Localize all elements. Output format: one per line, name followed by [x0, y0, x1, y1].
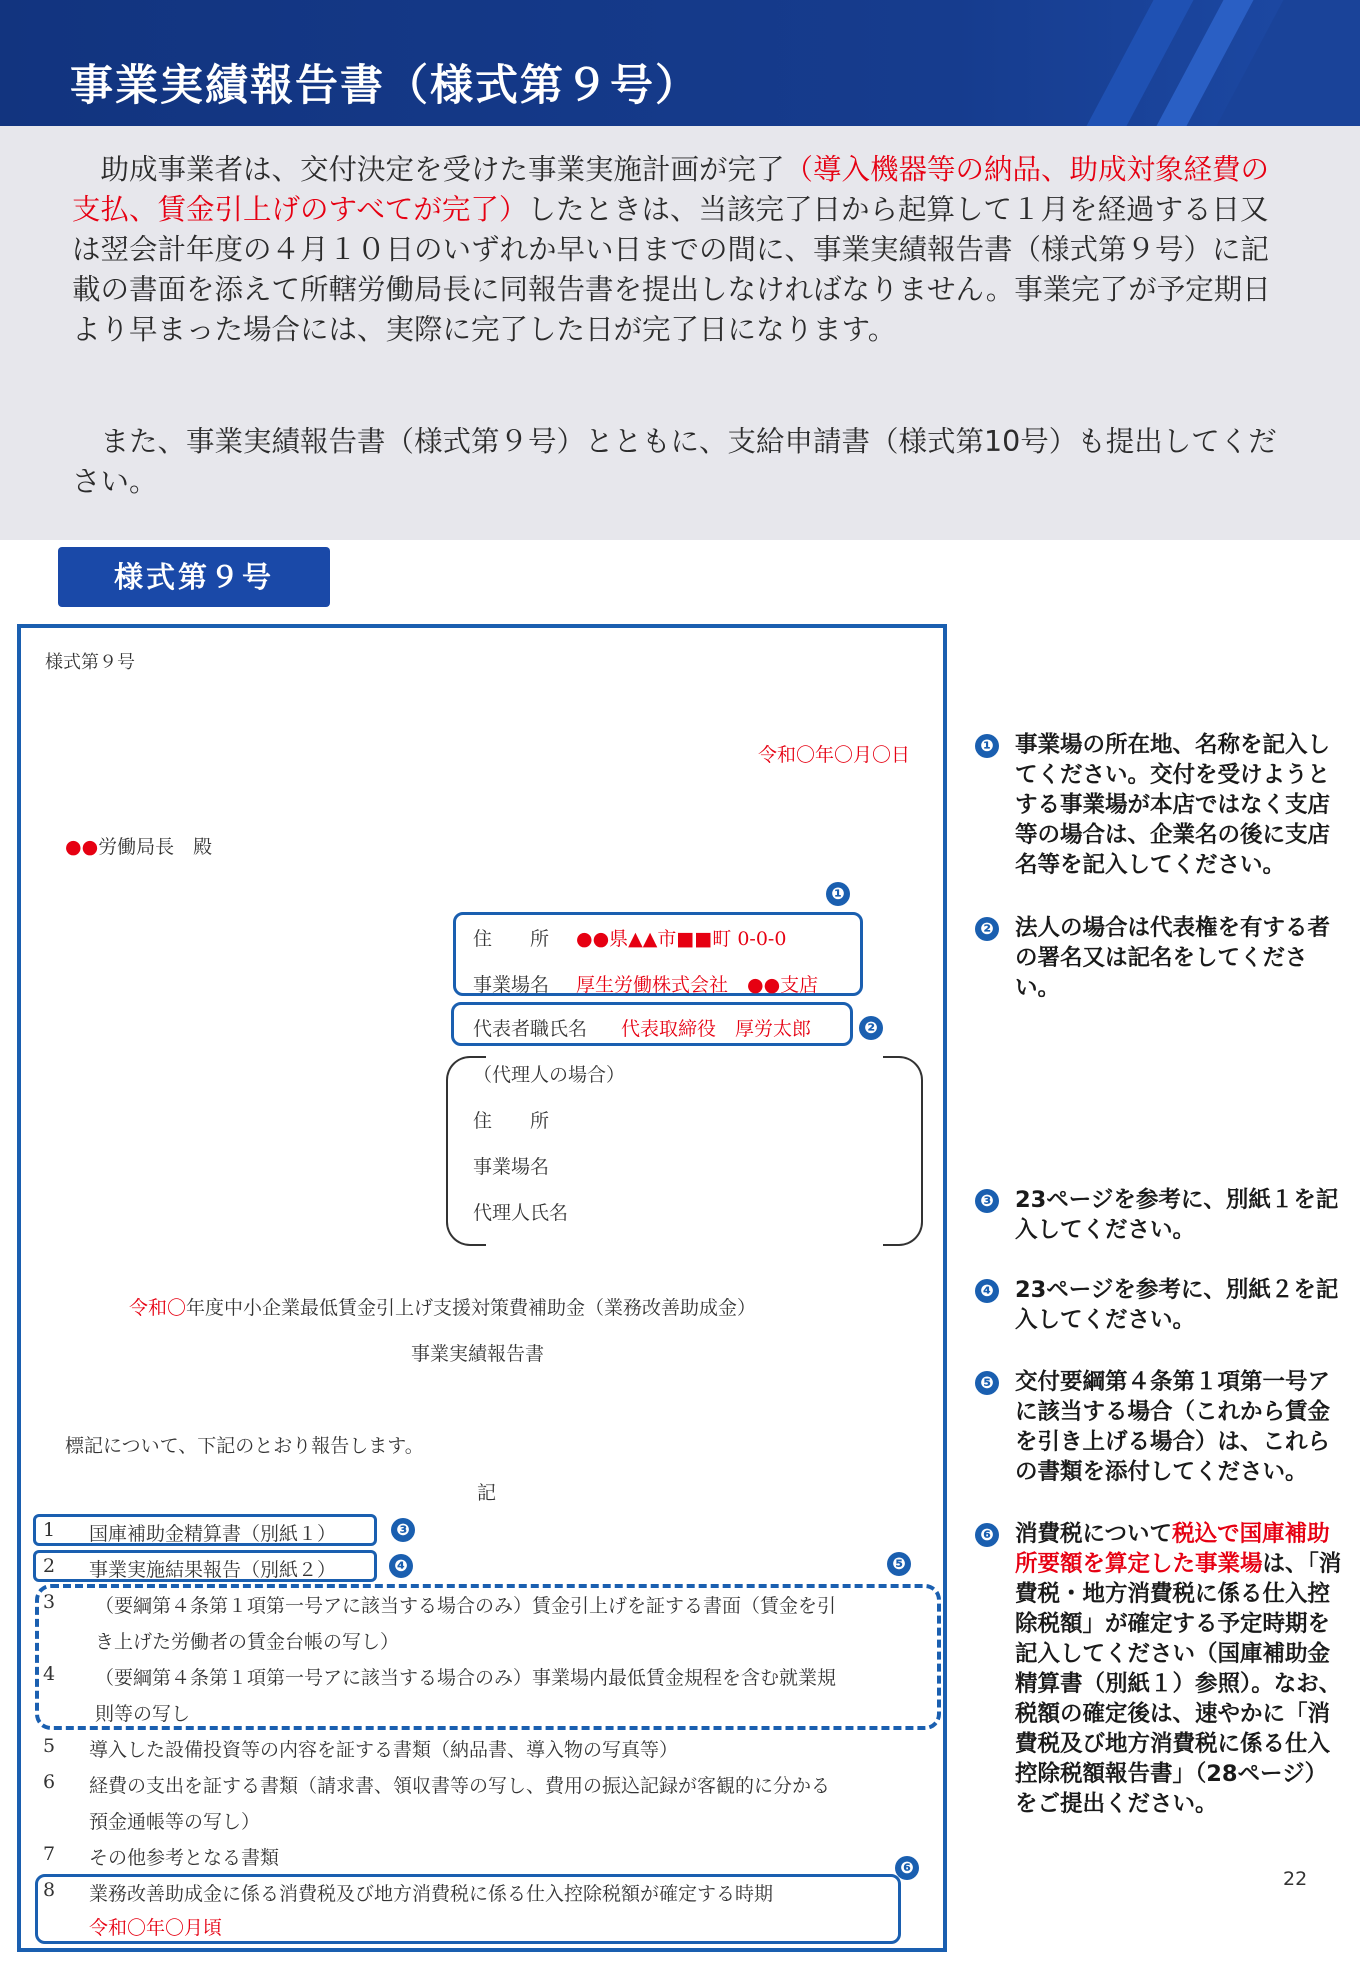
note-text: 交付要綱第４条第１項第一号アに該当する場合（これから賃金を引き上げる場合）は、これらの書類を添付してください。	[1015, 1369, 1331, 1485]
addressee-red: ●●	[65, 836, 99, 858]
ki-label: 記	[477, 1482, 497, 1504]
item-text: 導入した設備投資等の内容を証する書類（納品書、導入物の写真等）	[89, 1739, 679, 1761]
page-number: 22	[1283, 1868, 1308, 1890]
item-number: 1	[43, 1519, 56, 1541]
intro-paragraph-2	[72, 422, 1292, 502]
note-1	[975, 730, 1345, 880]
report-title: 事業実績報告書	[411, 1343, 545, 1365]
form-date: 令和〇年〇月〇日	[758, 744, 911, 766]
agent-bracket-right	[883, 1056, 923, 1246]
item-8-date: 令和〇年〇月頃	[89, 1917, 223, 1939]
representative-value: 代表取締役 厚労太郎	[621, 1018, 812, 1040]
note-6-text-a: 消費税について	[1015, 1521, 1173, 1547]
note-marker: ❻	[975, 1523, 999, 1547]
note-marker: ❷	[975, 917, 999, 941]
item-number: 3	[43, 1591, 56, 1613]
page-header	[0, 0, 1360, 126]
note-6	[975, 1519, 1345, 1819]
note-text: 法人の場合は代表権を有する者の署名又は記名をしてください。	[1015, 915, 1331, 1001]
marker-4: ❹	[389, 1554, 413, 1578]
item-number: 8	[43, 1879, 56, 1901]
note-6-highlight: 税込で国庫補助所要額を算定した事業場	[1015, 1521, 1330, 1577]
marker-3: ❸	[391, 1518, 415, 1542]
item-text: （要綱第４条第１項第一号アに該当する場合のみ）賃金引上げを証する書面（賃金を引	[95, 1595, 837, 1617]
agent-address-label: 住 所	[473, 1110, 550, 1132]
item-text: 預金通帳等の写し）	[89, 1811, 261, 1833]
form-number: 様式第９号	[45, 652, 135, 673]
marker-6: ❻	[895, 1856, 919, 1880]
item-text: 国庫補助金精算書（別紙１）	[89, 1523, 337, 1545]
page-title: 事業実績報告書（様式第９号）	[70, 61, 700, 111]
item-text: 業務改善助成金に係る消費税及び地方消費税に係る仕入控除税額が確定する時期	[89, 1883, 774, 1905]
representative-label: 代表者職氏名	[473, 1018, 588, 1040]
note-5	[975, 1367, 1345, 1487]
subsidy-era-red: 令和〇	[129, 1297, 187, 1319]
note-marker: ❸	[975, 1189, 999, 1213]
intro-text: したときは、当該完了日から起算して１月を経過する日又は翌会計年度の４月１０日のいずれか早い日までの間に、事業実績報告書（様式第９号）に記載の書面を添えて所轄労働局長に同報告書を提出しなければなりません。事業完了が予定期日より早まった場合には、実際に完了した日が完了日になります。	[72, 193, 1271, 346]
item-number: 6	[43, 1771, 56, 1793]
marker-2: ❷	[859, 1016, 883, 1040]
subsidy-title-text: 年度中小企業最低賃金引上げ支援対策費補助金（業務改善助成金）	[186, 1297, 757, 1319]
note-marker: ❶	[975, 734, 999, 758]
marker-5: ❺	[887, 1552, 911, 1576]
intro-section	[0, 126, 1360, 540]
item-number: 7	[43, 1843, 56, 1865]
address-value: ●●県▲▲市■■町 0-0-0	[576, 928, 787, 950]
agent-office-label: 事業場名	[473, 1156, 550, 1178]
item-text: （要綱第４条第１項第一号アに該当する場合のみ）事業場内最低賃金規程を含む就業規	[95, 1667, 837, 1689]
note-marker: ❺	[975, 1371, 999, 1395]
note-text: 事業場の所在地、名称を記入してください。交付を受けようとする事業場が本店ではなく支店等の場合は、企業名の後に支店名等を記入してください。	[1015, 732, 1331, 878]
marker-1: ❶	[826, 882, 850, 906]
report-statement: 標記について、下記のとおり報告します。	[65, 1435, 424, 1457]
note-4	[975, 1275, 1345, 1335]
address-label: 住 所	[473, 928, 550, 950]
note-marker: ❹	[975, 1279, 999, 1303]
note-2	[975, 913, 1345, 1003]
item-text: その他参考となる書類	[89, 1847, 280, 1869]
note-text: 23ページを参考に、別紙２を記入してください。	[1015, 1277, 1339, 1333]
item-number: 4	[43, 1663, 56, 1685]
agent-name-label: 代理人氏名	[473, 1202, 569, 1224]
item-text: 経費の支出を証する書類（請求書、領収書等の写し、費用の振込記録が客観的に分かる	[89, 1775, 831, 1797]
intro-paragraph-1	[72, 150, 1292, 350]
office-value: 厚生労働株式会社 ●●支店	[576, 974, 819, 996]
note-text: 23ページを参考に、別紙１を記入してください。	[1015, 1187, 1339, 1243]
addressee-text: 労働局長 殿	[98, 836, 213, 858]
note-text	[1015, 1519, 1345, 1819]
item-number: 5	[43, 1735, 56, 1757]
item-text: き上げた労働者の賃金台帳の写し）	[95, 1631, 400, 1653]
note-3	[975, 1185, 1345, 1245]
form-addressee	[65, 832, 212, 859]
item-number: 2	[43, 1555, 56, 1577]
agent-header: （代理人の場合）	[473, 1064, 626, 1086]
form-sample	[17, 624, 947, 1952]
form-tab-label: 様式第９号	[58, 547, 330, 607]
note-6-text-b: は、「消費税・地方消費税に係る仕入控除税額」が確定する予定時期を記入してください（国庫補助金精算書（別紙１）参照）。なお、税額の確定後は、速やかに「消費税及び地方消費税に係る仕入控除税額報告書」（28ページ）をご提出ください。	[1015, 1551, 1342, 1817]
office-label: 事業場名	[473, 974, 550, 996]
intro-text: また、事業実績報告書（様式第９号）とともに、支給申請書（様式第10号）も提出してください。	[72, 425, 1277, 498]
item-text: 事業実施結果報告（別紙２）	[89, 1559, 337, 1581]
item-text: 則等の写し	[95, 1703, 191, 1725]
subsidy-title	[129, 1293, 756, 1320]
intro-text: 助成事業者は、交付決定を受けた事業実施計画が完了	[100, 153, 785, 186]
intro-highlight: （導入機器等の納品、助成対象経費の支払、賃金引上げのすべてが完了）	[72, 153, 1270, 226]
